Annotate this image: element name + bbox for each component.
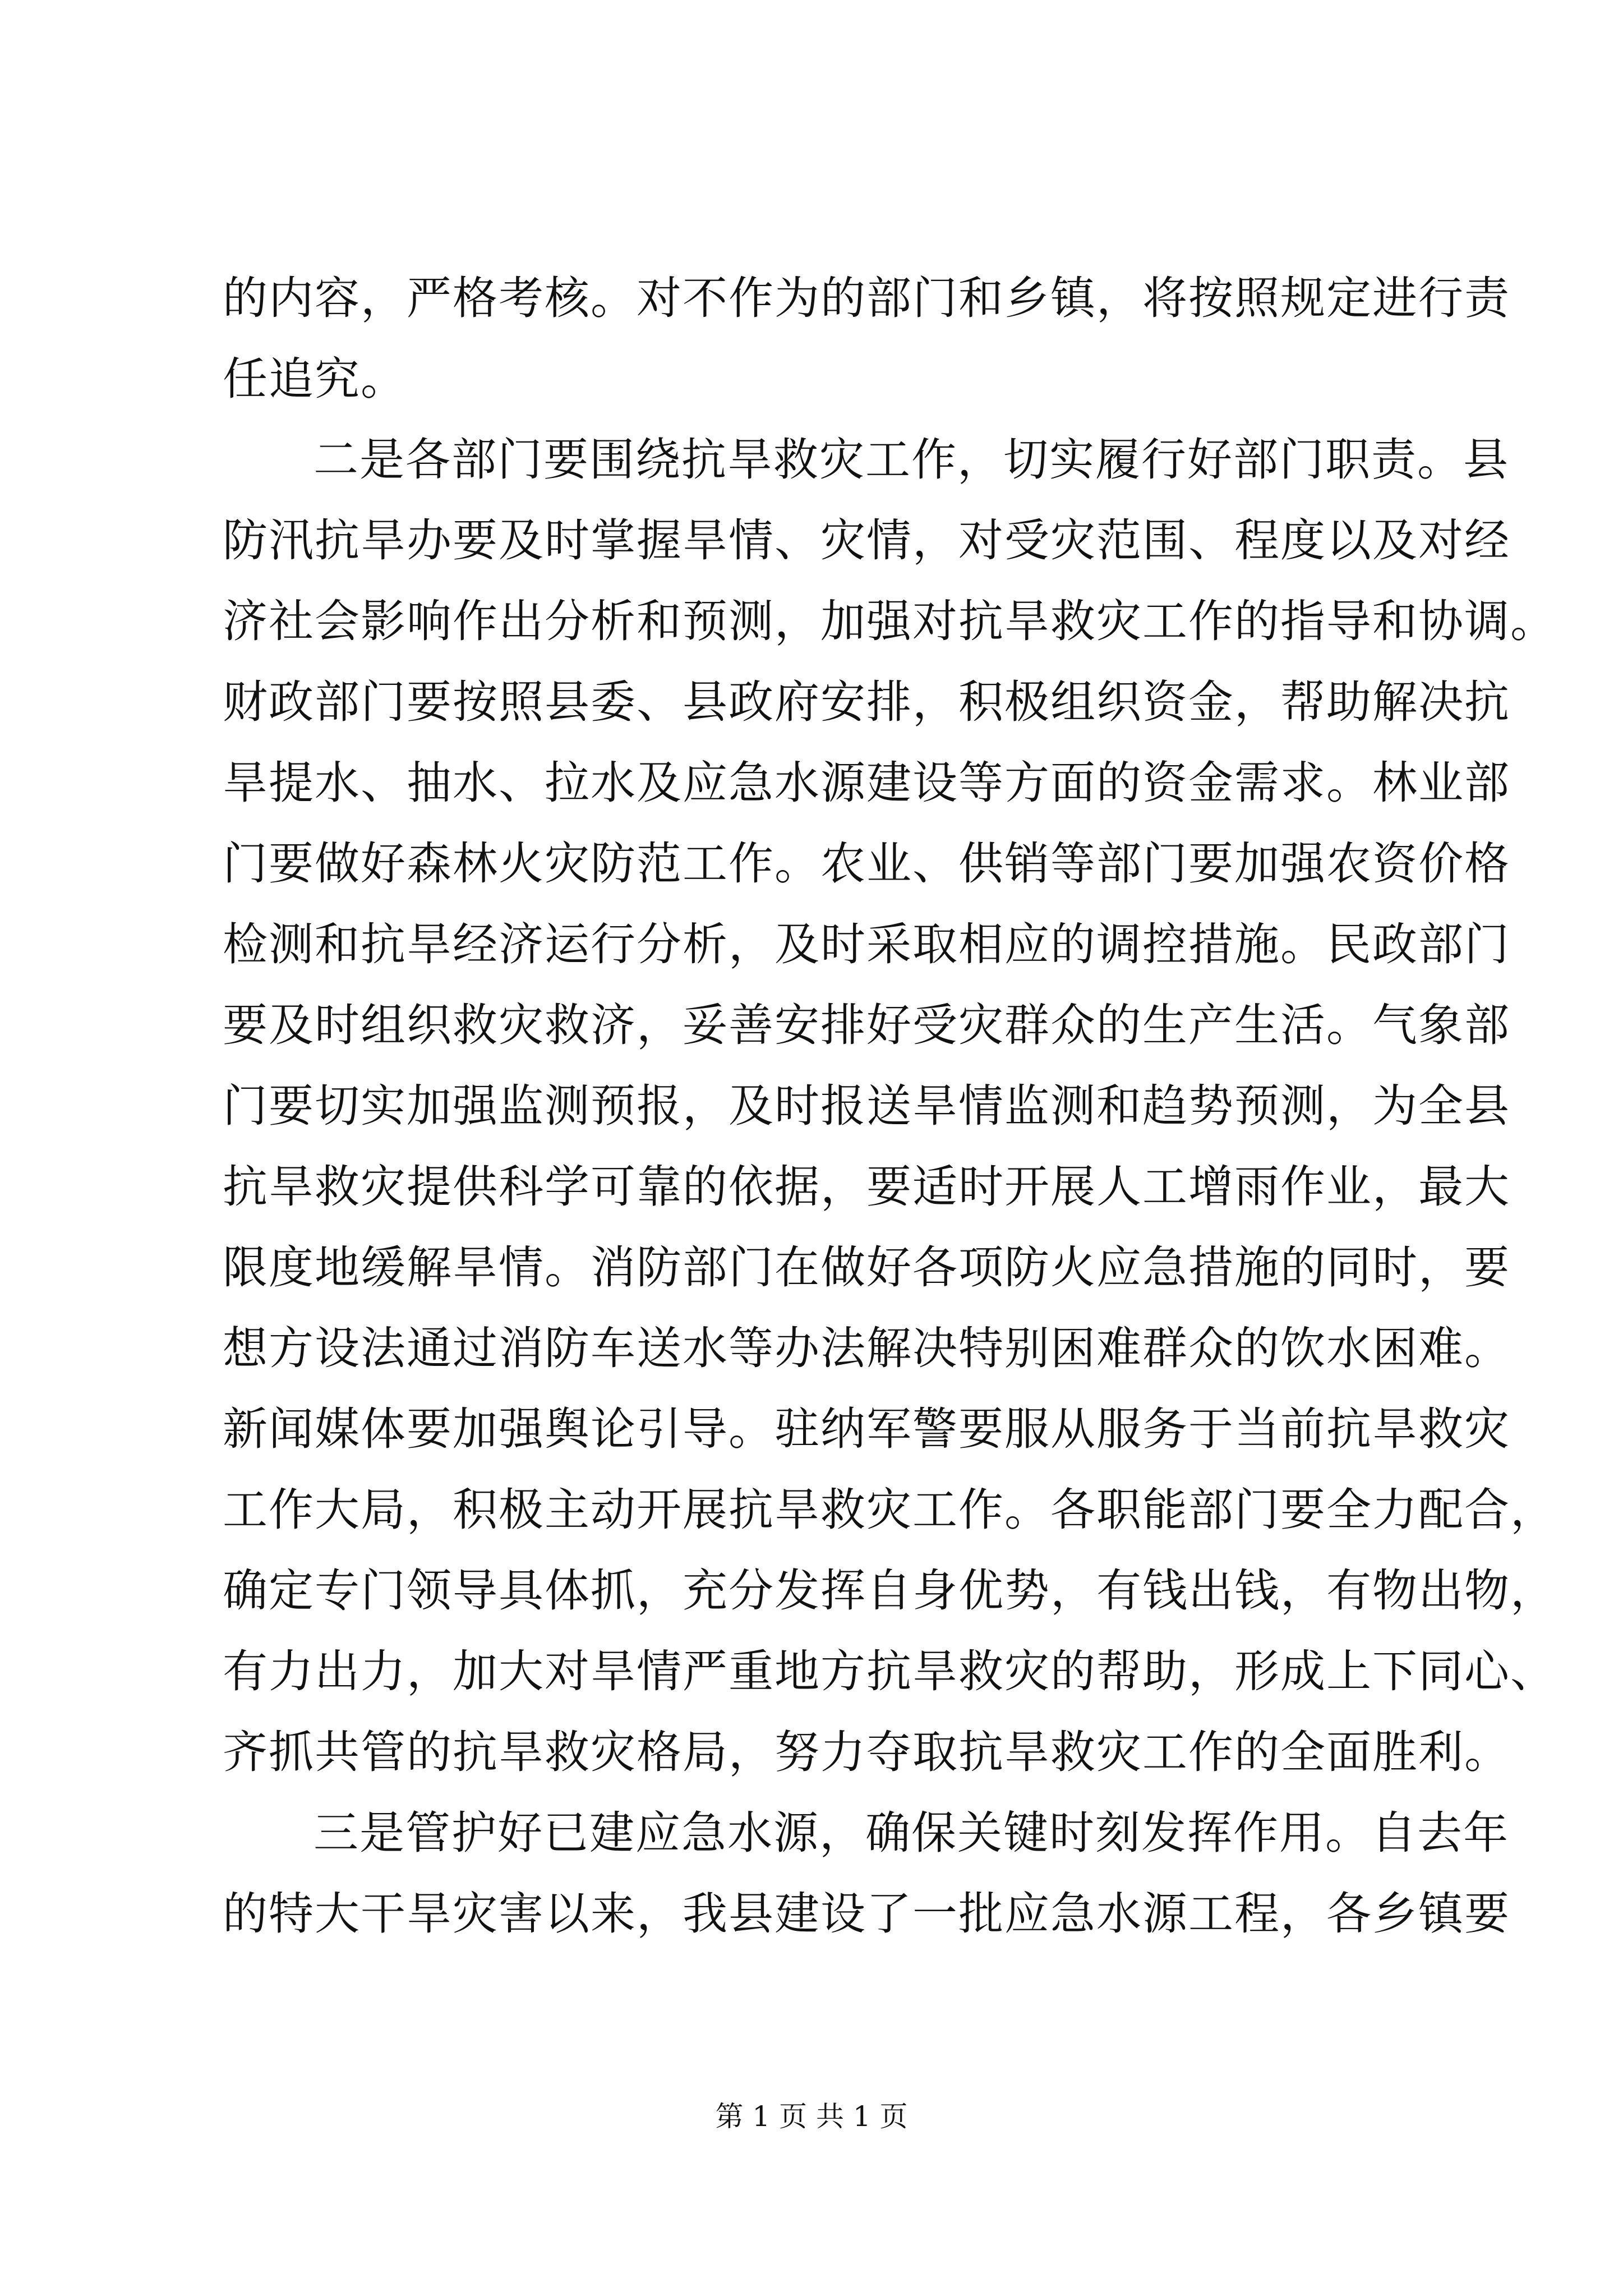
text-line: 工作大局，积极主动开展抗旱救灾工作。各职能部门要全力配合， [223,1484,1556,1536]
paragraph-start-line: 二是各部门要围绕抗旱救灾工作，切实履行好部门职责。县 [313,434,1509,486]
text-line: 齐抓共管的抗旱救灾格局，努力夺取抗旱救灾工作的全面胜利。 [223,1726,1510,1778]
text-line: 门要切实加强监测预报，及时报送旱情监测和趋势预测，为全县 [223,1080,1510,1132]
text-line: 财政部门要按照县委、县政府安排，积极组织资金，帮助解决抗 [223,676,1510,728]
text-line: 有力出力，加大对旱情严重地方抗旱救灾的帮助，形成上下同心、 [223,1645,1556,1697]
text-line: 防汛抗旱办要及时掌握旱情、灾情，对受灾范围、程度以及对经 [223,514,1510,567]
paragraph-start-line: 三是管护好已建应急水源，确保关键时刻发挥作用。自去年 [313,1807,1509,1859]
page-footer [0,2097,1623,2136]
text-line: 任追究。 [223,353,407,405]
text-line: 检测和抗旱经济运行分析，及时采取相应的调控措施。民政部门 [223,918,1510,970]
text-line: 的内容，严格考核。对不作为的部门和乡镇，将按照规定进行责 [223,272,1510,324]
text-line: 门要做好森林火灾防范工作。农业、供销等部门要加强农资价格 [223,838,1510,890]
text-line: 限度地缓解旱情。消防部门在做好各项防火应急措施的同时，要 [223,1241,1510,1294]
page-number: 第 1 页 共 1 页 [715,2100,908,2133]
text-line: 新闻媒体要加强舆论引导。驻纳军警要服从服务于当前抗旱救灾 [223,1403,1510,1455]
text-line: 抗旱救灾提供科学可靠的依据，要适时开展人工增雨作业，最大 [223,1161,1510,1213]
text-line: 确定专门领导具体抓，充分发挥自身优势，有钱出钱，有物出物， [223,1565,1556,1617]
text-line: 济社会影响作出分析和预测，加强对抗旱救灾工作的指导和协调。 [223,595,1556,647]
text-line: 旱提水、抽水、拉水及应急水源建设等方面的资金需求。林业部 [223,757,1510,809]
text-line: 想方设法通过消防车送水等办法解决特别困难群众的饮水困难。 [223,1322,1510,1374]
text-line: 的特大干旱灾害以来，我县建设了一批应急水源工程，各乡镇要 [223,1888,1510,1940]
document-body [223,258,1556,1954]
text-line: 要及时组织救灾救济，妥善安排好受灾群众的生产生活。气象部 [223,999,1510,1051]
